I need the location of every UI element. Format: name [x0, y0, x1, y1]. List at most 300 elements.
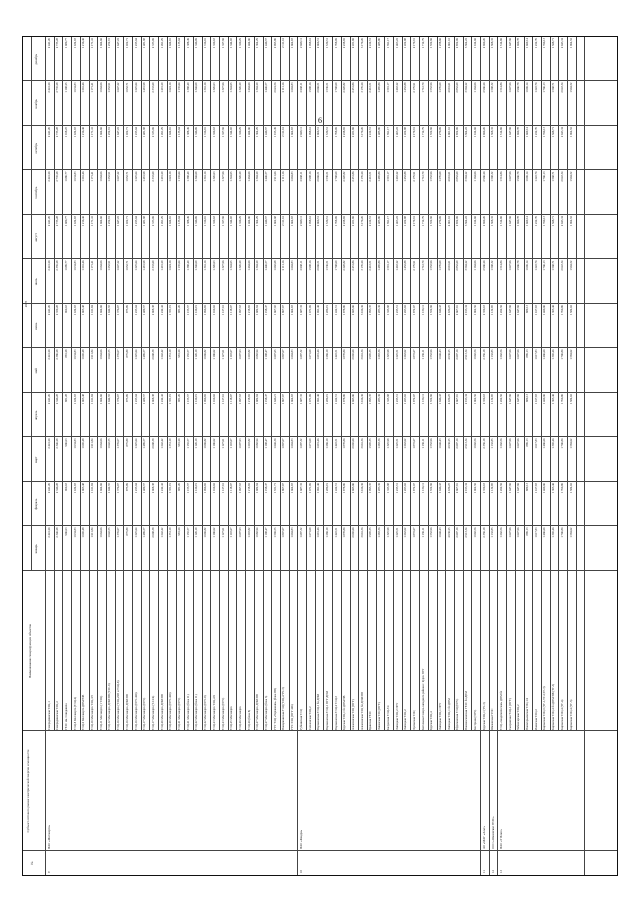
value-cell: 1 225,51: [394, 349, 399, 360]
table-row-divider: [419, 37, 420, 731]
value-cell: 2 451,86: [351, 260, 355, 271]
value-cell: 1 034,83: [72, 216, 77, 227]
value-cell: 4 001,61: [446, 171, 451, 182]
table-row-divider: [515, 37, 516, 731]
value-cell: 2 179,91: [411, 82, 416, 93]
header-month: июнь: [34, 322, 38, 330]
plant-name-cell: Липецкая ТЭЦ-1 бл ДПМ: [446, 698, 451, 730]
plant-name-cell: ТЭЦ-11 Мосэнерго (1 ТЭЦ): [98, 695, 103, 730]
value-cell: 2 006,51: [316, 171, 321, 182]
value-cell: 1 218,82: [246, 483, 251, 494]
value-cell: 1 034,83: [72, 171, 77, 182]
value-cell: 1 263,02: [403, 394, 408, 405]
value-cell: 1 262,56: [498, 483, 503, 494]
value-cell: 1 485,80: [377, 38, 382, 49]
value-cell: 1 286,19: [324, 394, 329, 405]
plant-name-cell: ТЭЦ-21 Мосэнерго (ПГУ): [177, 697, 181, 730]
value-cell: 1 064,06: [98, 527, 103, 538]
value-cell: 1 440,57: [264, 127, 268, 138]
value-cell: 1 481,98: [142, 82, 147, 93]
value-cell: 1 320,29: [237, 127, 242, 138]
value-cell: 1 034,83: [72, 483, 77, 494]
value-cell: 1 064,06: [98, 82, 103, 93]
value-cell: 1 508,32: [490, 216, 495, 227]
table-row-divider: [393, 37, 394, 731]
value-cell: 2 043,34: [559, 82, 564, 93]
value-cell: 3 016,36: [359, 349, 364, 360]
group-subject: ООО «Шаховское ГРЭС»: [490, 816, 495, 849]
value-cell: 2 852,69: [455, 260, 460, 271]
group-subject: АО «МАГ «Альт»: [482, 826, 486, 849]
table-row-divider: [106, 37, 107, 731]
value-cell: 4 001,61: [446, 38, 451, 49]
value-cell: 1 270,09: [438, 216, 442, 227]
plant-name-cell: ТЭЦ-22 Мосэнерго (ПГУ-8): [203, 695, 208, 730]
header-month: февраль: [34, 498, 38, 510]
value-cell: 1 100,02: [211, 527, 216, 538]
value-cell: 1 252,91: [107, 127, 112, 138]
value-cell: 1 388,49: [185, 82, 190, 93]
table-row-divider: [97, 37, 98, 731]
value-cell: 2 179,91: [411, 260, 416, 271]
plant-name-cell: ТЭЦ-17 Мосэнерго (ПГУ): [142, 697, 147, 730]
value-cell: 1 150,11: [420, 349, 425, 360]
value-cell: 1 584,02: [568, 394, 573, 405]
value-cell: 1 069,14: [525, 171, 529, 182]
value-cell: 2 441,20: [46, 527, 51, 538]
value-cell: 1 376,07: [116, 527, 121, 538]
value-cell: 1 460,60: [542, 527, 547, 538]
value-cell: 1 097,93: [237, 527, 242, 538]
value-cell: 1 514,86: [498, 171, 503, 182]
table-row-divider: [471, 37, 472, 731]
plant-name-cell: Чебоксарская ТЭЦ-2: [516, 704, 521, 730]
value-cell: 2 006,51: [316, 38, 321, 49]
value-cell: 1 568,71: [551, 171, 556, 182]
value-cell: 1 760,13: [542, 127, 547, 138]
value-cell: 1 344,05: [229, 82, 234, 93]
plant-name-cell: ТЭЦ-21 Мосэнерго (блок 11): [185, 694, 190, 730]
value-cell: 1 878,80: [342, 349, 347, 360]
value-cell: 1 242,42: [159, 305, 164, 316]
table-row-divider: [236, 37, 237, 731]
value-cell: 1 591,17: [385, 216, 390, 227]
value-cell: 2 111,16: [281, 171, 286, 182]
value-cell: 1 225,64: [133, 171, 138, 182]
value-cell: 4 001,61: [446, 216, 451, 227]
value-cell: 1 464,60: [246, 216, 251, 227]
value-cell: 1 351,19: [168, 305, 173, 316]
value-cell: 1 760,13: [542, 171, 547, 182]
value-cell: 3 504,22: [464, 82, 469, 93]
plant-name-cell: ГТУ-ТЭЦ (ПГУ 420): [290, 704, 295, 730]
value-cell: 3 016,36: [359, 438, 364, 449]
value-cell: 1 712,79: [420, 38, 425, 49]
value-cell: 1 700,80: [559, 438, 564, 449]
value-cell: 1 316,10: [203, 38, 208, 49]
value-cell: 1 452,88: [403, 127, 408, 138]
value-cell: 889,13: [525, 394, 529, 402]
value-cell: 1 002,56: [472, 349, 477, 360]
value-cell: 2 006,51: [316, 216, 321, 227]
value-cell: 1 712,79: [420, 260, 425, 271]
value-cell: 1 403,22: [394, 216, 399, 227]
value-cell: 1 464,60: [246, 38, 251, 49]
value-cell: 1 304,29: [255, 216, 260, 227]
value-cell: 875,89: [124, 438, 129, 447]
value-cell: 1 452,88: [403, 260, 408, 271]
table-row-divider: [263, 37, 264, 731]
group-divider: [497, 731, 498, 875]
value-cell: 1 530,51: [324, 127, 329, 138]
value-cell: 1 481,98: [142, 216, 147, 227]
value-cell: 1 489,57: [142, 349, 147, 360]
value-cell: 1 604,83: [290, 438, 295, 449]
table-row-divider: [89, 37, 90, 731]
value-cell: 1 216,46: [81, 216, 86, 227]
value-cell: 2 913,34: [464, 527, 469, 538]
value-cell: 1 262,56: [498, 394, 503, 405]
plant-name-cell: Курская ТЭЦ-1 бл ДПМ/НВ: [342, 695, 347, 730]
value-cell: 1 687,32: [298, 394, 303, 405]
table-row-divider: [558, 37, 559, 731]
value-cell: 1 376,07: [116, 438, 121, 449]
value-cell: 2 008,38: [150, 349, 155, 360]
table-row-divider: [219, 37, 220, 731]
value-cell: 1 552,96: [429, 82, 434, 93]
value-cell: 2 441,20: [46, 260, 51, 271]
value-cell: 1 069,14: [525, 82, 529, 93]
value-cell: 1 225,64: [133, 527, 138, 538]
value-cell: 1 403,22: [394, 38, 399, 49]
plant-name-cell: Кировская ТЭЦ-4 (ТГ-4): [559, 699, 564, 730]
value-cell: 1 604,83: [290, 171, 295, 182]
value-cell: 1 164,06: [472, 216, 477, 227]
value-cell: 1 604,83: [290, 305, 295, 316]
value-cell: 1 305,46: [551, 483, 556, 494]
plant-name-cell: Липецкая ТЭЦ-2 ПГУ: [394, 702, 399, 730]
value-cell: 1 464,60: [246, 127, 251, 138]
value-cell: 2 852,69: [455, 171, 460, 182]
value-cell: 900,03: [63, 527, 68, 536]
value-cell: 1 064,06: [98, 349, 103, 360]
value-cell: 1 878,80: [342, 394, 347, 405]
value-cell: 1 491,29: [159, 260, 164, 271]
plant-name-cell: ТЭЦ-22 Мосэнерго (блок 11): [194, 694, 199, 730]
value-cell: 1 508,32: [490, 171, 495, 182]
value-cell: 1 286,19: [324, 349, 329, 360]
value-cell: 1 150,11: [420, 438, 425, 449]
value-cell: 2 043,34: [559, 260, 564, 271]
value-cell: 1 002,56: [472, 483, 477, 494]
plant-name-cell: Сызранская ТЭЦ-1 (ПГУ): [507, 698, 512, 730]
value-cell: 2 960,20: [481, 127, 486, 138]
value-cell: 1 591,17: [385, 260, 390, 271]
value-cell: 1 150,11: [420, 394, 425, 405]
value-cell: 1 388,49: [185, 260, 190, 271]
value-cell: 1 135,64: [177, 38, 181, 49]
value-cell: 1 042,55: [107, 394, 112, 405]
value-cell: 1 700,80: [559, 349, 564, 360]
value-cell: 1 760,13: [542, 82, 547, 93]
value-cell: 1 591,17: [385, 127, 390, 138]
value-cell: 1 491,29: [159, 38, 164, 49]
table-row-divider: [332, 37, 333, 731]
value-cell: 1 002,56: [472, 438, 477, 449]
value-cell: 3 016,36: [359, 394, 364, 405]
value-cell: 1 807,07: [281, 438, 286, 449]
value-cell: 1 150,11: [420, 483, 425, 494]
value-cell: 2 228,82: [342, 260, 347, 271]
value-cell: 1 034,83: [72, 260, 77, 271]
value-cell: 1 325,98: [385, 349, 390, 360]
value-cell: 1 712,79: [420, 171, 425, 182]
value-cell: 1 150,11: [420, 305, 425, 316]
column-divider: [23, 570, 617, 571]
value-cell: 1 552,96: [429, 171, 434, 182]
value-cell: 1 002,56: [472, 305, 477, 316]
value-cell: 2 380,28: [55, 349, 60, 360]
value-cell: 2 111,16: [281, 216, 286, 226]
value-cell: 981,20: [177, 438, 181, 447]
value-cell: 2 735,28: [55, 38, 60, 49]
value-cell: 3 170,20: [359, 216, 364, 227]
value-cell: 2 451,86: [351, 127, 355, 138]
value-cell: 1 135,64: [177, 171, 181, 182]
value-cell: 1 807,07: [281, 527, 286, 538]
value-cell: 1 647,96: [507, 305, 512, 316]
plant-name-cell: ГТУ ТЭЦ «Терешково» (блок НВ): [272, 687, 277, 730]
header-subject: Субъект оптового рынка электрической энергии и мощности: [26, 749, 30, 833]
value-cell: 2 333,69: [150, 216, 155, 227]
value-cell: 1 325,98: [385, 483, 390, 494]
value-cell: 1 647,96: [507, 438, 512, 449]
table-row-divider: [193, 37, 194, 731]
value-cell: 1 316,10: [203, 260, 208, 271]
value-cell: 2 960,20: [481, 216, 486, 227]
value-cell: 1 344,05: [229, 260, 234, 271]
value-cell: 1 225,51: [394, 438, 399, 449]
plant-name-cell: ТЭЦ-16 Мосэнерго (ПГУ-420): [133, 692, 138, 730]
value-cell: 1 097,93: [237, 394, 242, 405]
value-cell: 1 491,29: [159, 216, 164, 227]
value-cell: 1 064,06: [98, 260, 103, 271]
value-cell: 1 960,78: [516, 38, 521, 49]
table-row-divider: [506, 37, 507, 731]
value-cell: 1 998,16: [307, 171, 312, 182]
plant-name-cell: ТЭЦ-20 Мосэнерго ДПМ/НВ: [159, 694, 164, 730]
value-cell: 1 263,02: [403, 349, 408, 360]
value-cell: 1 097,93: [237, 305, 242, 316]
value-cell: 2 068,11: [298, 82, 303, 93]
table-row-divider: [384, 37, 385, 731]
value-cell: 900,03: [63, 305, 68, 313]
value-cell: 1 351,19: [168, 527, 173, 538]
value-cell: 1 708,09: [333, 216, 338, 227]
header-bottom-border: [45, 37, 46, 875]
value-cell: 1 132,85: [490, 438, 495, 449]
group-divider: [584, 731, 585, 875]
header-divider: [31, 37, 32, 571]
value-cell: 1 225,64: [133, 38, 138, 49]
value-cell: 1 346,09: [194, 127, 199, 138]
value-cell: 4 036,25: [446, 438, 451, 449]
value-cell: 1 647,96: [516, 483, 521, 494]
value-cell: 1 225,51: [394, 527, 399, 538]
table-row-divider: [306, 37, 307, 731]
plant-name-cell: ГРЭС им. Смидовича: [63, 703, 68, 730]
value-cell: 1 263,02: [403, 483, 408, 494]
table-row-divider: [80, 37, 81, 731]
value-cell: 2 095,80: [272, 38, 277, 49]
value-cell: 1 647,22: [116, 171, 121, 182]
plant-name-cell: Курская ТЭЦ-4: [429, 711, 434, 730]
value-cell: 1 960,78: [516, 127, 521, 138]
value-cell: 1 568,71: [551, 260, 556, 271]
value-cell: 1 225,64: [133, 127, 138, 138]
value-cell: 1 452,88: [403, 38, 408, 49]
value-cell: 2 333,69: [150, 38, 155, 49]
value-cell: 1 464,60: [246, 171, 251, 182]
value-cell: 1 064,06: [98, 216, 103, 227]
value-cell: 1 096,82: [203, 349, 208, 360]
value-cell: 1 904,52: [568, 171, 573, 182]
value-cell: 1 198,47: [264, 438, 268, 449]
value-cell: 1 011,84: [90, 483, 94, 494]
value-cell: 1 283,36: [377, 438, 382, 449]
group-number: 9: [47, 871, 51, 873]
value-cell: 1 351,19: [168, 438, 173, 449]
value-cell: 1 647,96: [507, 527, 512, 538]
value-cell: 1 671,09: [307, 305, 312, 316]
value-cell: 1 647,22: [116, 38, 121, 49]
header-year: 2025: [24, 300, 28, 308]
value-cell: 1 135,64: [177, 82, 181, 93]
value-cell: 2 111,16: [281, 260, 286, 271]
value-cell: 1 327,96: [220, 216, 225, 227]
value-cell: 1 403,22: [394, 260, 399, 271]
plant-name-cell: ТЭЦ-16 Мосэнерго (ТЭЦ-22П и ТЭЦ-Б): [116, 680, 121, 730]
value-cell: 2 068,11: [298, 127, 303, 138]
value-cell: 1 647,96: [516, 305, 521, 316]
table-row-divider: [524, 37, 525, 731]
value-cell: 1 602,68: [272, 216, 277, 227]
header-month: октябрь: [34, 142, 38, 154]
value-cell: 1 514,86: [498, 82, 503, 93]
value-cell: 1 760,13: [542, 260, 547, 271]
value-cell: 1 403,22: [394, 171, 399, 182]
value-cell: 1 011,84: [90, 438, 94, 449]
value-cell: 1 647,22: [116, 127, 121, 138]
value-cell: 2 340,28: [55, 483, 60, 494]
value-cell: 2 228,82: [342, 127, 347, 138]
value-cell: 1 005,48: [81, 349, 86, 360]
header-object: Наименование генерирующих объектов: [28, 624, 32, 678]
value-cell: 2 350,18: [481, 438, 486, 449]
value-cell: 1 286,19: [324, 483, 329, 494]
value-cell: 1 316,10: [203, 82, 208, 93]
value-cell: 1 691,46: [316, 527, 321, 538]
value-cell: 2 179,91: [411, 171, 416, 182]
value-cell: 1 225,51: [394, 394, 399, 405]
value-cell: 1 225,51: [394, 483, 399, 494]
value-cell: 2 913,34: [464, 349, 469, 360]
value-cell: 1 262,56: [498, 527, 503, 538]
value-cell: 4 036,25: [446, 483, 451, 494]
group-divider: [489, 731, 490, 875]
value-cell: 1 591,17: [385, 38, 390, 49]
plant-name-cell: Липецкая ТЭЦ-2: [403, 709, 408, 730]
value-cell: 2 065,60: [351, 349, 355, 360]
value-cell: 1 485,80: [377, 260, 382, 271]
value-cell: 1 218,82: [246, 349, 251, 360]
value-cell: 2 412,51: [368, 38, 373, 49]
value-cell: 1 252,91: [107, 216, 112, 227]
value-cell: 981,20: [177, 305, 181, 313]
table-row-divider: [437, 37, 438, 731]
value-cell: 1 132,85: [490, 483, 495, 494]
table-row-divider: [445, 37, 446, 731]
value-cell: 875,89: [124, 483, 129, 491]
value-cell: 981,20: [177, 527, 181, 536]
value-cell: 2 735,28: [55, 216, 60, 227]
value-cell: 2 412,51: [368, 82, 373, 93]
value-cell: 1 904,52: [568, 127, 573, 138]
value-cell: 2 960,20: [481, 82, 486, 93]
value-cell: 1 064,06: [98, 394, 103, 405]
value-cell: 1 508,32: [490, 38, 495, 49]
value-cell: 1 135,64: [177, 127, 181, 138]
value-cell: 1 388,49: [185, 127, 190, 138]
value-cell: 1 584,02: [568, 483, 573, 494]
value-cell: 2 024,56: [272, 82, 277, 93]
table-row-divider: [489, 37, 490, 731]
value-cell: 1 218,82: [246, 394, 251, 405]
value-cell: 1 218,82: [246, 438, 251, 449]
value-cell: 1 252,91: [107, 38, 112, 49]
value-cell: 1 700,80: [559, 483, 564, 494]
value-cell: 1 286,19: [324, 438, 329, 449]
column-divider: [23, 850, 617, 851]
value-cell: 1 440,57: [264, 38, 268, 49]
value-cell: 1 552,96: [429, 305, 434, 316]
value-cell: 1 262,56: [498, 349, 503, 360]
value-cell: 1 872,67: [411, 438, 416, 449]
value-cell: 1 351,19: [168, 483, 173, 494]
value-cell: 1 108,25: [63, 127, 68, 138]
value-cell: 1 604,83: [290, 127, 295, 138]
group-number: 13: [499, 870, 504, 873]
value-cell: 2 735,28: [55, 127, 60, 138]
value-cell: 1 481,98: [142, 171, 147, 182]
value-cell: 1 440,57: [264, 82, 268, 93]
table-row-divider: [550, 37, 551, 731]
value-cell: 1 491,29: [159, 82, 164, 93]
value-cell: 1 514,86: [498, 216, 503, 227]
table-row-divider: [141, 37, 142, 731]
value-cell: 3 504,22: [464, 127, 469, 138]
value-cell: 1 069,14: [525, 216, 529, 227]
value-cell: 881,28: [63, 394, 68, 402]
plant-name-cell: Северодвинская ТЭЦ-2: [55, 701, 60, 730]
value-cell: 2 350,18: [481, 305, 486, 316]
value-cell: 1 305,46: [551, 438, 556, 449]
value-cell: 1 760,13: [542, 216, 547, 227]
value-cell: 1 604,83: [290, 82, 295, 93]
value-cell: 1 530,51: [324, 82, 329, 93]
plant-name-cell: ТЭЦ-10 Мосэнерго ТЭЦ-3/5: [90, 695, 94, 730]
value-cell: 1 127,01: [220, 394, 225, 405]
